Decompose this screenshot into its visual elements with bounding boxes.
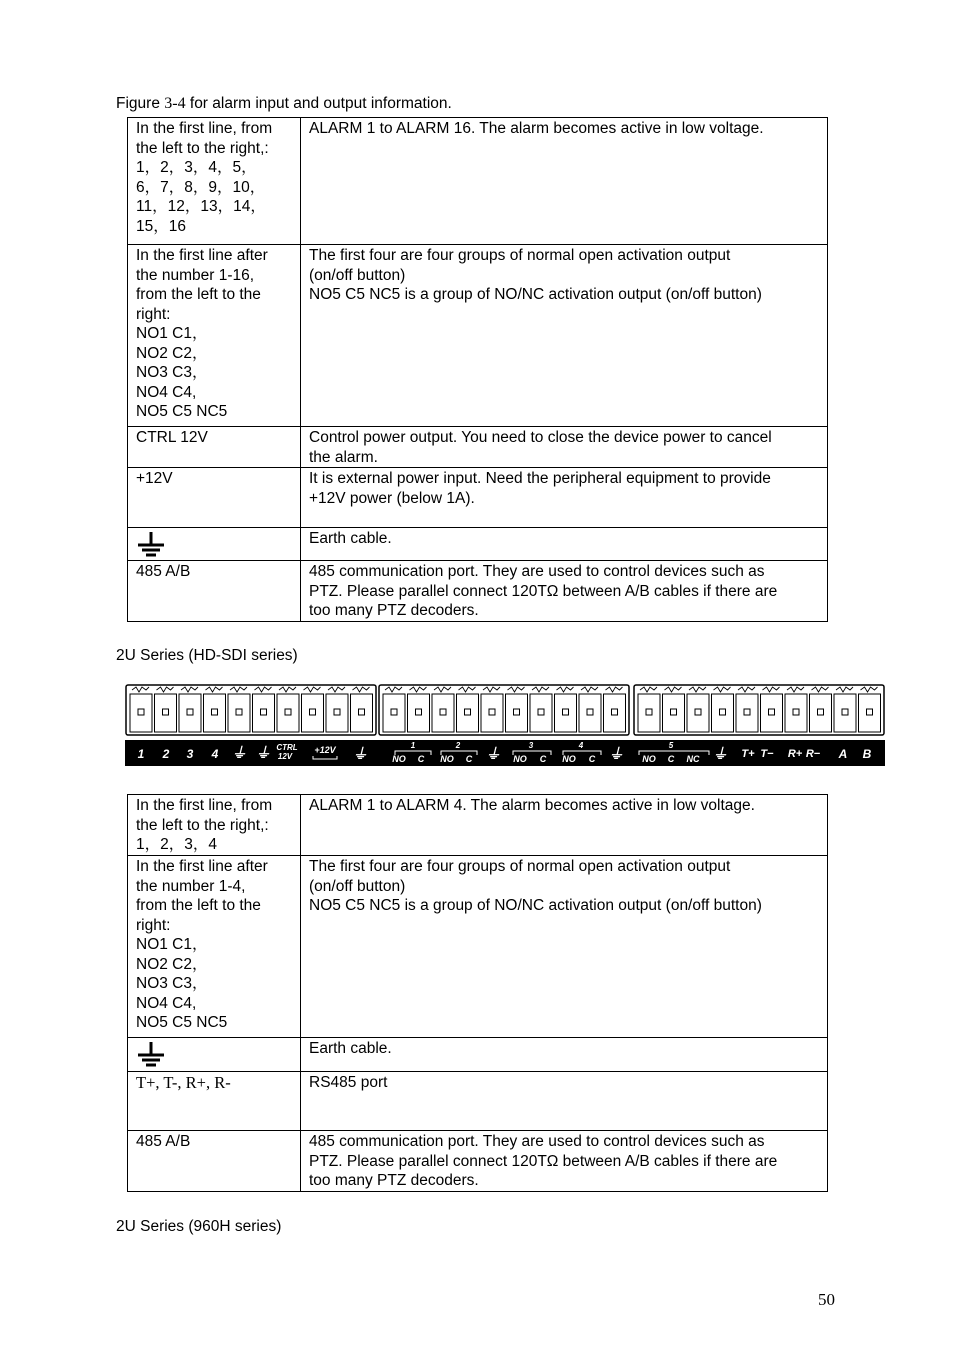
terminal-label: NO	[562, 754, 576, 764]
terminal-pin	[457, 694, 479, 732]
terminal-pin	[604, 694, 626, 732]
term-line: 1，2，3，4	[136, 836, 217, 853]
term-line: NO4 C4,	[136, 994, 197, 1012]
page-number: 50	[818, 1290, 835, 1309]
terminal-pin	[712, 694, 734, 732]
terminal-pin	[204, 694, 226, 732]
terminal-pin	[481, 694, 503, 732]
term-line: In the first line, from	[136, 797, 273, 814]
term-line: NO1 C1，	[136, 936, 208, 953]
table-row	[128, 856, 828, 1038]
terminal-label: NC	[686, 754, 700, 764]
term-line: from the left to the	[136, 286, 261, 303]
description-line: PTZ. Please parallel connect 120TΩ between A/B cables if there are	[309, 1152, 778, 1170]
description-line: 485 communication port. They are used to control devices such as	[309, 563, 765, 580]
term-line: NO5 C5 NC5	[136, 403, 228, 420]
term-cell	[128, 427, 301, 468]
description-cell	[301, 245, 828, 427]
table-row	[128, 528, 828, 561]
description-cell	[301, 118, 828, 245]
term-line: 11，12，13，14，	[136, 198, 266, 215]
terminal-pin	[859, 694, 881, 732]
description-cell	[301, 561, 828, 622]
figure-reference: 3-4	[164, 95, 186, 112]
term-line: the number 1-16,	[136, 266, 255, 284]
term-cell	[128, 1038, 301, 1072]
description-line: 485 communication port. They are used to control devices such as	[309, 1133, 765, 1150]
term-line: 15，16	[136, 217, 186, 235]
earth-ground-icon	[136, 531, 166, 559]
term-line: NO3 C3，	[136, 975, 208, 992]
description-line: NO5 C5 NC5 is a group of NO/NC activation output (on/off button)	[309, 286, 762, 303]
terminal-label: ⏚	[485, 746, 501, 763]
terminal-label: NO	[513, 754, 527, 764]
rear-panel-terminal-block	[125, 684, 885, 766]
term-line: right:	[136, 916, 171, 934]
term-cell	[128, 528, 301, 561]
terminal-pin	[277, 694, 299, 732]
term-line: NO2 C2，	[136, 344, 208, 362]
term-line: right:	[136, 305, 171, 323]
term-cell	[128, 118, 301, 245]
terminal-pin	[785, 694, 807, 732]
terminal-pin	[130, 694, 152, 732]
alarm-io-table-1	[127, 117, 828, 622]
term-line: 1，2，3，4，5，	[136, 159, 257, 176]
terminal-label: NO	[440, 754, 454, 764]
terminal-label: T−	[760, 748, 774, 760]
description-cell	[301, 856, 828, 1038]
term-line: NO3 C3，	[136, 364, 208, 381]
table-row	[128, 1072, 828, 1131]
terminal-label: C	[539, 754, 547, 764]
description-line: (on/off button)	[309, 877, 406, 895]
terminal-label: A	[838, 747, 848, 761]
terminal-label: ⏚	[231, 745, 247, 762]
description-line: too many PTZ decoders.	[309, 602, 479, 619]
terminal-label: 12V	[277, 752, 293, 761]
table-row	[128, 561, 828, 622]
description-line: (on/off button)	[309, 266, 406, 284]
terminal-pin	[555, 694, 577, 732]
term-line: NO4 C4,	[136, 383, 197, 401]
terminal-label: ⏚	[352, 746, 368, 763]
description-line: the alarm.	[309, 448, 378, 466]
terminal-pin	[253, 694, 275, 732]
terminal-pin	[687, 694, 709, 732]
terminal-label: ⏚	[608, 746, 624, 763]
terminal-pin	[179, 694, 201, 732]
term-line: NO1 C1，	[136, 325, 208, 342]
description-cell	[301, 427, 828, 468]
table-row	[128, 245, 828, 427]
description-line: Earth cable.	[309, 530, 392, 547]
term-line: CTRL 12V	[136, 429, 208, 446]
terminal-pin	[638, 694, 660, 732]
term-line: +12V	[136, 470, 173, 487]
terminal-label: B	[862, 747, 872, 761]
terminal-label: 4	[211, 747, 219, 761]
terminal-pin	[351, 694, 373, 732]
term-line: In the first line after	[136, 858, 268, 875]
description-line: Control power output. You need to close the device power to cancel	[309, 429, 772, 446]
alarm-io-table-2	[127, 794, 828, 1192]
description-cell	[301, 795, 828, 856]
term-line: the number 1-4,	[136, 877, 246, 895]
table-row	[128, 118, 828, 245]
term-line: NO5 C5 NC5	[136, 1014, 228, 1031]
terminal-label: ⏚	[255, 745, 271, 762]
terminal-label: R−	[805, 748, 821, 760]
terminal-label: R+	[787, 748, 803, 760]
description-line: too many PTZ decoders.	[309, 1172, 479, 1189]
terminal-label: CTRL	[276, 743, 298, 752]
description-line: It is external power input. Need the peripheral equipment to provide	[309, 470, 771, 487]
terminal-pin	[530, 694, 552, 732]
description-line: NO5 C5 NC5 is a group of NO/NC activation output (on/off button)	[309, 897, 762, 914]
terminal-pin	[579, 694, 601, 732]
description-cell	[301, 1038, 828, 1072]
terminal-label: C	[417, 754, 425, 764]
table-row	[128, 427, 828, 468]
table-row	[128, 468, 828, 528]
description-line: +12V power (below 1A).	[309, 489, 475, 507]
terminal-label: T+	[741, 748, 755, 760]
table-row	[128, 1131, 828, 1192]
terminal-label: 4	[578, 741, 584, 750]
term-cell	[128, 468, 301, 528]
terminal-pin	[302, 694, 324, 732]
terminal-label: 2	[162, 747, 170, 761]
description-line: Earth cable.	[309, 1040, 392, 1057]
terminal-label: 2	[455, 741, 461, 750]
terminal-label: NO	[642, 754, 656, 764]
description-cell	[301, 1131, 828, 1192]
description-line: RS485 port	[309, 1074, 388, 1091]
term-line: T+, T-, R+, R-	[136, 1073, 231, 1092]
intro-line: Figure 3-4 for alarm input and output information.	[116, 95, 452, 112]
terminal-label: 1	[410, 741, 416, 750]
term-line: In the first line after	[136, 247, 268, 264]
terminal-pin	[408, 694, 430, 732]
table-row	[128, 795, 828, 856]
description-line: ALARM 1 to ALARM 4. The alarm becomes active in low voltage.	[309, 797, 755, 814]
term-cell	[128, 561, 301, 622]
term-line: 485 A/B	[136, 563, 191, 580]
terminal-label: +12V	[314, 745, 336, 755]
terminal-pin	[761, 694, 783, 732]
terminal-pin	[155, 694, 177, 732]
terminal-label: 1	[137, 747, 145, 761]
terminal-label: 3	[528, 741, 534, 750]
term-line: In the first line, from	[136, 120, 273, 137]
terminal-pin	[663, 694, 685, 732]
terminal-pin	[736, 694, 758, 732]
terminal-pin	[326, 694, 348, 732]
term-cell	[128, 795, 301, 856]
terminal-label: 3	[186, 747, 194, 761]
term-cell	[128, 1131, 301, 1192]
earth-ground-icon	[136, 1041, 166, 1069]
terminal-pin	[834, 694, 856, 732]
term-line: from the left to the	[136, 897, 261, 914]
description-line: The first four are four groups of normal open activation output	[309, 858, 731, 875]
term-cell	[128, 1072, 301, 1131]
caption-hd-sdi: 2U Series (HD-SDI series)	[116, 647, 298, 664]
table-row	[128, 1038, 828, 1072]
terminal-label: ⏚	[712, 746, 728, 763]
caption-960h: 2U Series (960H series)	[116, 1218, 282, 1235]
terminal-label: C	[588, 754, 596, 764]
terminal-label: C	[465, 754, 473, 764]
description-line: PTZ. Please parallel connect 120TΩ between A/B cables if there are	[309, 582, 778, 600]
term-line: 485 A/B	[136, 1133, 191, 1150]
term-line: NO2 C2，	[136, 955, 208, 973]
description-line: The first four are four groups of normal open activation output	[309, 247, 731, 264]
terminal-label: NO	[392, 754, 406, 764]
term-cell	[128, 245, 301, 427]
term-line: the left to the right,:	[136, 139, 269, 157]
terminal-pin	[383, 694, 405, 732]
description-cell	[301, 528, 828, 561]
description-cell	[301, 468, 828, 528]
terminal-pin	[432, 694, 454, 732]
terminal-label: 5	[668, 741, 674, 750]
terminal-pin	[506, 694, 528, 732]
description-cell	[301, 1072, 828, 1131]
terminal-block-diagram	[125, 684, 885, 766]
term-cell	[128, 856, 301, 1038]
terminal-pin	[810, 694, 832, 732]
terminal-pin	[228, 694, 250, 732]
term-line: 6，7，8，9，10，	[136, 178, 266, 196]
term-line: the left to the right,:	[136, 816, 269, 834]
description-line: ALARM 1 to ALARM 16. The alarm becomes active in low voltage.	[309, 120, 764, 137]
terminal-label: C	[667, 754, 675, 764]
